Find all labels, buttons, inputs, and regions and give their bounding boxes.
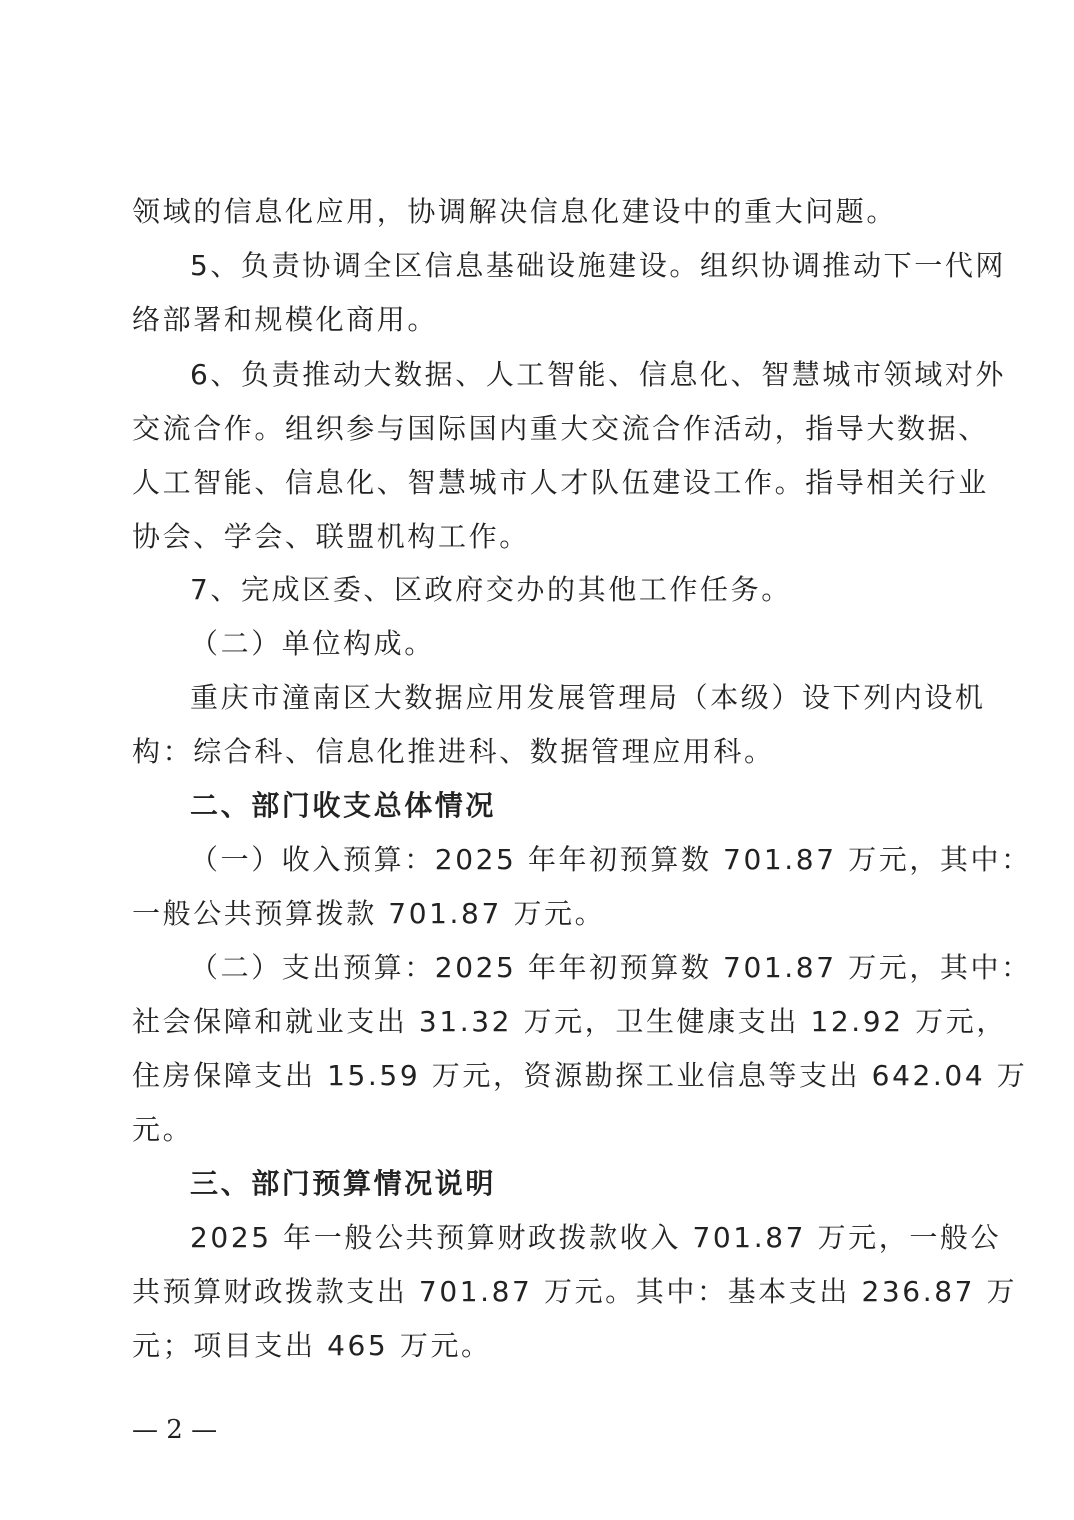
text-line: 络部署和规模化商用。 (132, 303, 439, 336)
text-line: 5、负责协调全区信息基础设施建设。组织协调推动下一代网 (190, 249, 1007, 282)
section-heading: 三、部门预算情况说明 (190, 1167, 497, 1200)
text-line: （二）支出预算：2025 年年初预算数 701.87 万元，其中： (190, 951, 1032, 984)
text-line: （一）收入预算：2025 年年初预算数 701.87 万元，其中： (190, 843, 1032, 876)
text-line: 构：综合科、信息化推进科、数据管理应用科。 (132, 735, 775, 768)
text-line: 重庆市潼南区大数据应用发展管理局（本级）设下列内设机 (190, 681, 986, 714)
text-line: 元；项目支出 465 万元。 (132, 1329, 492, 1362)
text-line: 协会、学会、联盟机构工作。 (132, 520, 530, 553)
text-line: 社会保障和就业支出 31.32 万元，卫生健康支出 12.92 万元， (132, 1005, 1007, 1038)
text-line: 7、完成区委、区政府交办的其他工作任务。 (190, 573, 792, 606)
text-line: 共预算财政拨款支出 701.87 万元。其中：基本支出 236.87 万 (132, 1275, 1018, 1308)
section-heading: （二）单位构成。 (190, 627, 435, 660)
text-line: 6、负责推动大数据、人工智能、信息化、智慧城市领域对外 (190, 358, 1007, 391)
text-line: 2025 年一般公共预算财政拨款收入 701.87 万元，一般公 (190, 1221, 1002, 1254)
text-line: 人工智能、信息化、智慧城市人才队伍建设工作。指导相关行业 (132, 466, 989, 499)
section-heading: 二、部门收支总体情况 (190, 789, 497, 822)
text-line: 交流合作。组织参与国际国内重大交流合作活动，指导大数据、 (132, 412, 989, 445)
page-number: — 2 — (132, 1415, 218, 1445)
text-line: 元。 (132, 1113, 194, 1146)
text-line: 住房保障支出 15.59 万元，资源勘探工业信息等支出 642.04 万 (132, 1059, 1028, 1092)
text-line: 一般公共预算拨款 701.87 万元。 (132, 897, 606, 930)
text-line: 领域的信息化应用，协调解决信息化建设中的重大问题。 (132, 195, 898, 228)
